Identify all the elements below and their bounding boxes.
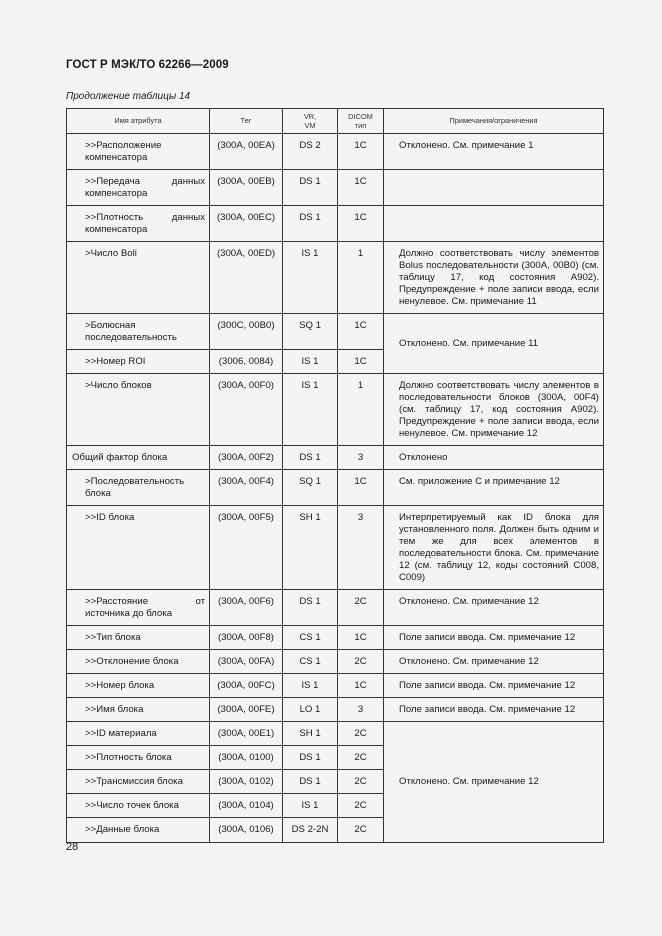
vr-cell: DS 1 (283, 170, 338, 206)
note-cell: Отклонено. См. примечание 12 (384, 590, 604, 626)
table-row (67, 626, 604, 650)
tag-cell: (300A, 00EA) (210, 134, 283, 170)
note-cell: См. приложение С и примечание 12 (384, 470, 604, 506)
tag-cell: (300A, 00F8) (210, 626, 283, 650)
vr-cell: IS 1 (283, 794, 338, 818)
table-row (67, 446, 604, 470)
type-cell: 1C (338, 470, 384, 506)
vr-cell: DS 2 (283, 134, 338, 170)
col-header-tag: Тег (210, 109, 283, 134)
tag-cell: (300A, 00E1) (210, 722, 283, 746)
attr-cell: >>Расстояние от источника до блока (67, 590, 210, 626)
note-cell (384, 170, 604, 206)
type-cell: 2C (338, 746, 384, 770)
tag-cell: (300A, 00FA) (210, 650, 283, 674)
attr-cell: >>Число точек блока (67, 794, 210, 818)
type-cell: 1C (338, 314, 384, 350)
attr-cell: >>ID блока (67, 506, 210, 590)
note-cell: Отклонено. См. примечание 12 (384, 722, 604, 843)
attr-cell: Общий фактор блока (67, 446, 210, 470)
note-cell: Должно соответствовать числу элементов Bolus последовательности (300A, 00B0) (см. таблицу 17, код состояния A902). Предупреждение + поле записи ввода, если ненулевое. См. примечание 11 (384, 242, 604, 314)
table-row (67, 170, 604, 206)
type-cell: 1C (338, 134, 384, 170)
type-cell: 2C (338, 722, 384, 746)
vr-cell: DS 1 (283, 590, 338, 626)
vr-cell: DS 2-2N (283, 818, 338, 843)
table-row (67, 206, 604, 242)
type-cell: 2C (338, 590, 384, 626)
attr-cell: >>Расположение компенсатора (67, 134, 210, 170)
table-row (67, 650, 604, 674)
col-header-notes: Примечания/ограничения (384, 109, 604, 134)
note-cell: Отклонено. См. примечание 11 (384, 314, 604, 374)
vr-cell: SH 1 (283, 722, 338, 746)
attr-cell: >Число Boli (67, 242, 210, 314)
vr-cell: LO 1 (283, 698, 338, 722)
attr-cell: >Болюсная последовательность (67, 314, 210, 350)
col-header-vr: VR, VM (283, 109, 338, 134)
type-cell: 1C (338, 170, 384, 206)
vr-cell: IS 1 (283, 350, 338, 374)
tag-cell: (300A, 00ED) (210, 242, 283, 314)
attr-cell: >>Тип блока (67, 626, 210, 650)
note-cell: Отклонено (384, 446, 604, 470)
table-row (67, 134, 604, 170)
page-number: 28 (66, 841, 79, 853)
attr-cell: >>Номер ROI (67, 350, 210, 374)
note-cell: Интерпретируемый как ID блока для установленного поля. Должен быть одним и тем же для всех элементов в последовательности блока. См. примечание 12 (см. таблицу 12, коды состояний С008, С009) (384, 506, 604, 590)
tag-cell: (300A, 00FE) (210, 698, 283, 722)
table-row (67, 470, 604, 506)
col-header-attribute: Имя атрибута (67, 109, 210, 134)
table-row (67, 674, 604, 698)
attr-cell: >Последовательность блока (67, 470, 210, 506)
type-cell: 1C (338, 626, 384, 650)
type-cell: 1 (338, 374, 384, 446)
vr-cell: CS 1 (283, 650, 338, 674)
attr-cell: >>Имя блока (67, 698, 210, 722)
table-row (67, 698, 604, 722)
type-cell: 1 (338, 242, 384, 314)
tag-cell: (300A, 00FC) (210, 674, 283, 698)
type-cell: 3 (338, 698, 384, 722)
tag-cell: (300A, 0106) (210, 818, 283, 843)
type-cell: 1C (338, 674, 384, 698)
attr-cell: >>Передача данных компенсатора (67, 170, 210, 206)
col-header-dicom-type: DICOM тип (338, 109, 384, 134)
type-cell: 1C (338, 350, 384, 374)
vr-cell: IS 1 (283, 242, 338, 314)
table-row (67, 374, 604, 446)
type-cell: 1C (338, 206, 384, 242)
note-cell: Поле записи ввода. См. примечание 12 (384, 674, 604, 698)
vr-cell: DS 1 (283, 206, 338, 242)
type-cell: 2C (338, 770, 384, 794)
vr-cell: DS 1 (283, 746, 338, 770)
tag-cell: (300A, 00EB) (210, 170, 283, 206)
document-header: ГОСТ Р МЭК/ТО 62266—2009 (66, 59, 229, 71)
tag-cell: (300A, 0104) (210, 794, 283, 818)
attr-cell: >>Номер блока (67, 674, 210, 698)
note-cell: Поле записи ввода. См. примечание 12 (384, 626, 604, 650)
attr-cell: >>ID материала (67, 722, 210, 746)
attr-cell: >>Плотность данных компенсатора (67, 206, 210, 242)
tag-cell: (300A, 00EC) (210, 206, 283, 242)
vr-cell: CS 1 (283, 626, 338, 650)
attr-cell: >>Плотность блока (67, 746, 210, 770)
table-row (67, 722, 604, 746)
attr-cell: >Число блоков (67, 374, 210, 446)
tag-cell: (300A, 00F0) (210, 374, 283, 446)
table-row (67, 506, 604, 590)
note-cell (384, 206, 604, 242)
vr-cell: SQ 1 (283, 314, 338, 350)
attr-cell: >>Данные блока (67, 818, 210, 843)
tag-cell: (300A, 0102) (210, 770, 283, 794)
type-cell: 3 (338, 446, 384, 470)
note-cell: Отклонено. См. примечание 1 (384, 134, 604, 170)
attribute-table (66, 108, 604, 843)
table-row (67, 242, 604, 314)
tag-cell: (300A, 00F4) (210, 470, 283, 506)
vr-cell: DS 1 (283, 770, 338, 794)
vr-cell: DS 1 (283, 446, 338, 470)
table-row (67, 314, 604, 350)
attr-cell: >>Отклонение блока (67, 650, 210, 674)
vr-cell: SQ 1 (283, 470, 338, 506)
vr-cell: SH 1 (283, 506, 338, 590)
vr-cell: IS 1 (283, 374, 338, 446)
type-cell: 2C (338, 794, 384, 818)
type-cell: 2C (338, 650, 384, 674)
note-cell: Поле записи ввода. См. примечание 12 (384, 698, 604, 722)
type-cell: 2C (338, 818, 384, 843)
tag-cell: (3006, 0084) (210, 350, 283, 374)
tag-cell: (300C, 00B0) (210, 314, 283, 350)
vr-cell: IS 1 (283, 674, 338, 698)
note-cell: Должно соответствовать числу элементов в последовательности блоков (300A, 00F4) (см. таблицу 17, код состояния A902). Предупреждение + поле записи ввода, если ненулевое. См. примечание 12 (384, 374, 604, 446)
attr-cell: >>Трансмиссия блока (67, 770, 210, 794)
tag-cell: (300A, 00F5) (210, 506, 283, 590)
note-cell: Отклонено. См. примечание 12 (384, 650, 604, 674)
tag-cell: (300A, 0100) (210, 746, 283, 770)
type-cell: 3 (338, 506, 384, 590)
table-caption: Продолжение таблицы 14 (66, 91, 191, 102)
table-row (67, 590, 604, 626)
tag-cell: (300A, 00F2) (210, 446, 283, 470)
tag-cell: (300A, 00F6) (210, 590, 283, 626)
